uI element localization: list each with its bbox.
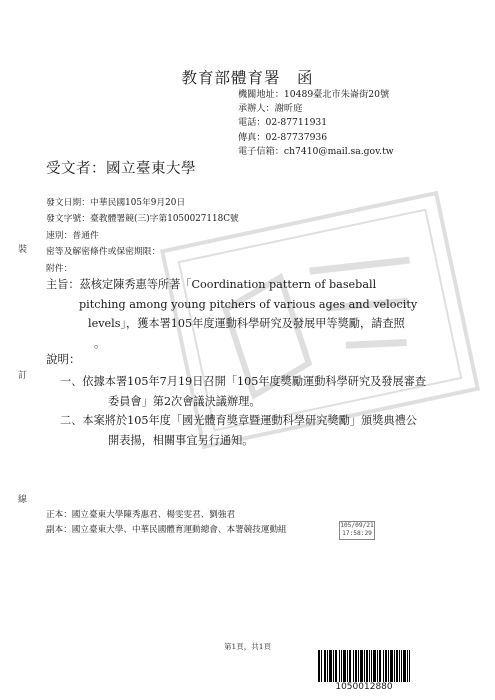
subject-line: pitching among young pitchers of various ages and velocity: [79, 297, 418, 311]
subject: [46, 275, 417, 353]
copies: [46, 508, 287, 539]
original-recipients: 正本：國立臺東大學陳秀惠君、楊雯雯君、劉強君: [46, 510, 236, 520]
explanation-item-line: 二、本案將於105年度「國光體育獎章暨運動科學研究獎勵」頒獎典禮公: [60, 414, 417, 427]
document-title: 教育部體育署 函: [181, 69, 314, 87]
agency-phone: 電話：02-87711931: [238, 117, 328, 129]
delivery-speed: 速別：普通件: [46, 230, 99, 241]
agency-contact-person: 承辦人：謝昕庭: [238, 103, 303, 115]
attachments: 附件：: [46, 263, 73, 274]
agency-fax: 傳真：02-87737936: [238, 131, 328, 143]
agency-info: [238, 88, 394, 159]
binding-mark-zhuang: 裝: [18, 245, 28, 255]
barcode-number: 1050012880: [335, 682, 393, 692]
stamp-time: 17:58:29: [342, 530, 372, 537]
confidentiality: 密等及解密條件或保密期限：: [46, 247, 161, 258]
document-number: 發文字號：臺教體署競(三)字第1050027118C號: [46, 214, 239, 225]
stamp-date: 105/09/21: [340, 522, 374, 529]
agency-address: 機關地址：10489臺北市朱崙街20號: [238, 89, 390, 100]
explanation-items: [60, 372, 426, 450]
explanation-label: 說明：: [46, 352, 81, 366]
barcode: [318, 650, 410, 682]
copy-recipients: 副本：國立臺東大學、中華民國體育運動總會、本署競技運動組: [46, 525, 287, 536]
document-meta: [46, 195, 239, 277]
subject-line: 主旨：茲核定陳秀惠等所著「Coordination pattern of baseball: [46, 278, 377, 291]
binding-mark-ding: 訂: [18, 371, 28, 381]
binding-mark-xian: 線: [18, 495, 28, 505]
receipt-stamp: [339, 521, 375, 540]
explanation-item-line: 委員會」第2次會議決議辦理。: [108, 394, 261, 408]
recipient: 受文者：國立臺東大學: [46, 161, 196, 177]
subject-line: 。: [94, 336, 106, 350]
agency-email: 電子信箱：ch7410@mail.sa.gov.tw: [238, 145, 394, 157]
page-number: 第1頁，共1頁: [223, 642, 272, 651]
explanation-item-line: 一、依據本署105年7月19日召開「105年度獎勵運動科學研究及發展審查: [60, 375, 427, 388]
explanation-item-line: 開表揚，相關事宜另行通知。: [108, 433, 254, 447]
subject-line: levels」，獲本署105年度運動科學研究及發展甲等獎勵，請查照: [88, 317, 405, 330]
issue-date: 發文日期：中華民國105年9月20日: [46, 198, 186, 208]
